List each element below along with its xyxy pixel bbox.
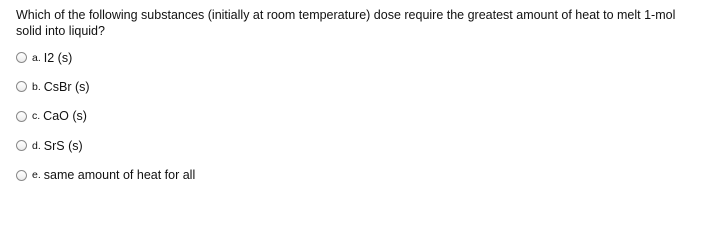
radio-button-a[interactable] (16, 52, 27, 63)
option-e-text: same amount of heat for all (43, 168, 196, 183)
option-e[interactable] (16, 168, 195, 183)
answer-options (16, 50, 195, 197)
option-a[interactable] (16, 50, 195, 65)
option-c[interactable] (16, 109, 195, 124)
option-c-text: CaO (s) (43, 109, 87, 124)
radio-button-e[interactable] (16, 170, 27, 181)
option-c-letter: c. (32, 110, 41, 123)
option-d[interactable] (16, 138, 195, 153)
option-a-letter: a. (32, 51, 41, 64)
radio-button-b[interactable] (16, 81, 27, 92)
option-b-letter: b. (32, 80, 41, 93)
option-a-text: I2 (s) (43, 50, 73, 65)
question-text: Which of the following substances (initially at room temperature) dose require the greatest amount of heat to melt 1-mol solid into liquid? (16, 8, 676, 38)
option-e-letter: e. (32, 169, 41, 182)
option-b[interactable] (16, 79, 195, 94)
radio-button-c[interactable] (16, 111, 27, 122)
option-d-text: SrS (s) (43, 138, 83, 153)
option-b-text: CsBr (s) (43, 79, 90, 94)
option-d-letter: d. (32, 139, 41, 152)
radio-button-d[interactable] (16, 140, 27, 151)
